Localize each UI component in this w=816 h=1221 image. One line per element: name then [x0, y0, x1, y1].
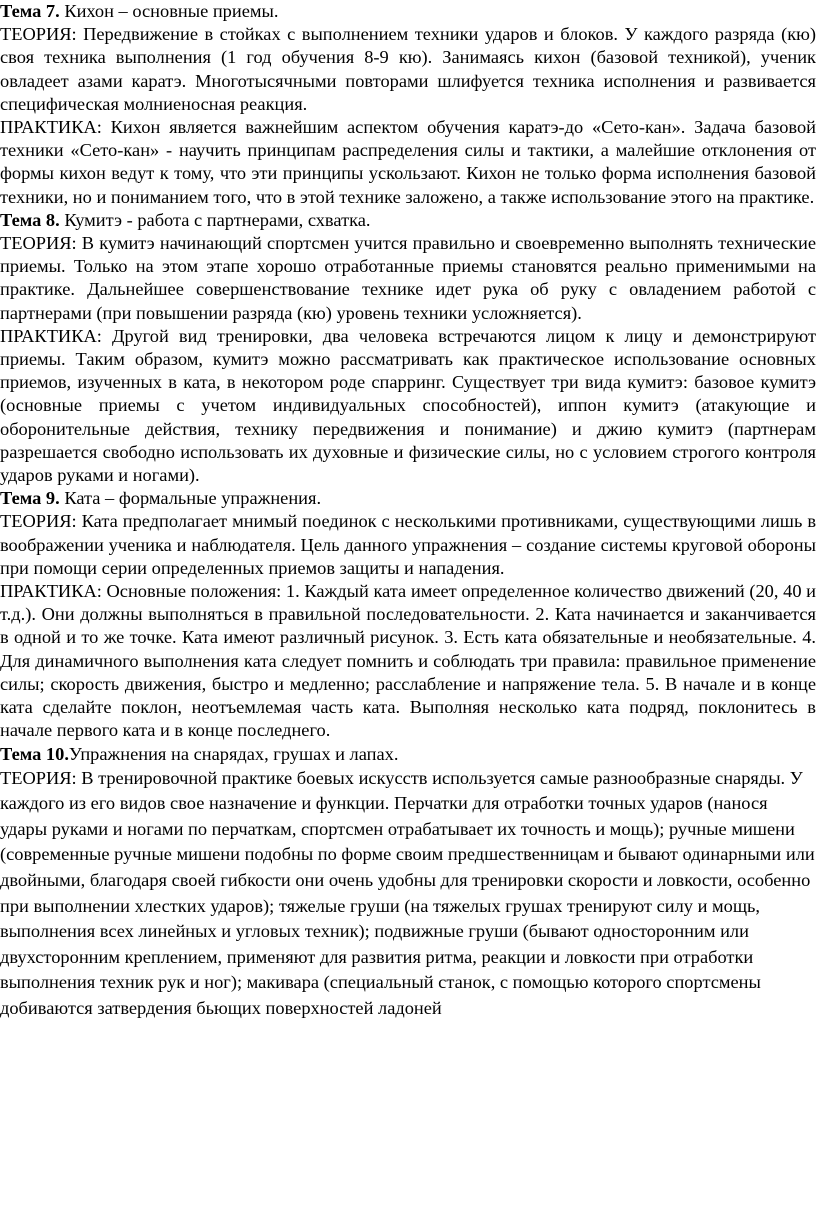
section-7-practice: ПРАКТИКА: Кихон является важнейшим аспектом обучения каратэ-до «Сето-кан». Задача базовой техники «Сето-кан» - научить принципам распределения силы и тактики, а малейшие отклонения от формы кихон ведут к тому, что эти принципы ускользают. Кихон не только форма исполнения базовой техники, но и пониманием того, что в этой технике заложено, а также использование этого на практике.: [0, 117, 816, 207]
section-10: [0, 766, 816, 1022]
section-9-heading-label: Тема 9.: [0, 488, 60, 509]
section-10-heading-label: Тема 10.: [0, 743, 69, 764]
section-10-heading: [0, 743, 816, 766]
section-8-theory: ТЕОРИЯ: В кумитэ начинающий спортсмен учится правильно и своевременно выполнять технические приемы. Только на этом этапе хорошо отработанные приемы становятся реально применимыми на практике. Дальнейшее совершенствование технике идет рука об руку с овладением работой с партнерами (при повышении разряда (кю) уровень техники усложняется).: [0, 233, 816, 323]
section-8: [0, 209, 816, 487]
section-7: [0, 0, 816, 209]
section-9-heading-text: Ката – формальные упражнения.: [59, 488, 322, 509]
section-7-heading-text: Кихон – основные приемы.: [59, 1, 279, 21]
section-9-heading: [0, 487, 816, 510]
section-9-practice: ПРАКТИКА: Основные положения: 1. Каждый ката имеет определенное количество движений (20, 40 и т.д.). Они должны выполняться в правильной последовательности. 2. Ката начинается и заканчивается в одной и то же точке. Ката имеют различный рисунок. 3. Есть ката обязательные и необязательные. 4. Для динамичного выполнения ката следует помнить и соблюдать три правила: правильное применение силы; скорость движения, быстро и медленно; расслабление и напряжение тела. 5. В начале и в конце ката сделайте поклон, неотъемлемая часть ката. Выполняя несколько ката подряд, поклонитесь в начале первого ката и в конце последнего.: [0, 581, 816, 741]
section-10-heading-text: Упражнения на снарядах, грушах и лапах.: [68, 743, 399, 764]
section-7-theory: ТЕОРИЯ: Передвижение в стойках с выполнением техники ударов и блоков. У каждого разряда (кю) своя техника выполнения (1 год обучения 8-9 кю). Занимаясь кихон (базовой техникой), ученик овладеет азами каратэ. Многотысячными повторами шлифуется техника исполнения и развивается специфическая молниеносная реакция.: [0, 24, 816, 114]
section-8-heading-text: Кумитэ - работа с партнерами, схватка.: [59, 209, 371, 230]
section-9: [0, 487, 816, 742]
section-10-heading-block: [0, 743, 816, 766]
section-8-practice: ПРАКТИКА: Другой вид тренировки, два человека встречаются лицом к лицу и демонстрируют приемы. Таким образом, кумитэ можно рассматривать как практическое использование основных приемов, изученных в ката, в некотором роде спарринг. Существует три вида кумитэ: базовое кумитэ (основные приемы с учетом индивидуальных способностей), иппон кумитэ (атакующие и оборонительные действия, технику передвижения и понимание) и джию кумитэ (партнерам разрешается свободно использовать их духовные и физические силы, но с условием строгого контроля ударов руками и ногами).: [0, 325, 816, 486]
section-9-theory: ТЕОРИЯ: Ката предполагает мнимый поединок с несколькими противниками, существующими лишь в воображении ученика и наблюдателя. Цель данного упражнения – создание системы круговой обороны при помощи серии определенных приемов защиты и нападения.: [0, 511, 816, 578]
section-7-heading-label: Тема 7.: [0, 1, 60, 21]
section-10-theory: ТЕОРИЯ: В тренировочной практике боевых искусств используется самые разнообразные снаряды. У каждого из его видов свое назначение и функции. Перчатки для отработки точных ударов (нанося удары руками и ногами по перчаткам, спортсмен отрабатывает их точность и мощь); ручные мишени (современные ручные мишени подобны по форме своим предшественницам и бывают одинарными или двойными, благодаря своей гибкости они очень удобны для тренировки скорости и ловкости, особенно при выполнении хлестких ударов); тяжелые груши (на тяжелых грушах тренируют силу и мощь, выполнения всех линейных и угловых техник); подвижные груши (бывают односторонним или двухсторонним креплением, применяют для развития ритма, реакции и ловкости при отработки выполнения техник рук и ног); макивара (специальный станок, с помощью которого спортсмены добиваются затвердения бьющих поверхностей ладоней: [0, 767, 815, 1019]
section-7-heading: [0, 0, 816, 23]
section-8-heading: [0, 209, 816, 232]
section-8-heading-label: Тема 8.: [0, 209, 60, 230]
